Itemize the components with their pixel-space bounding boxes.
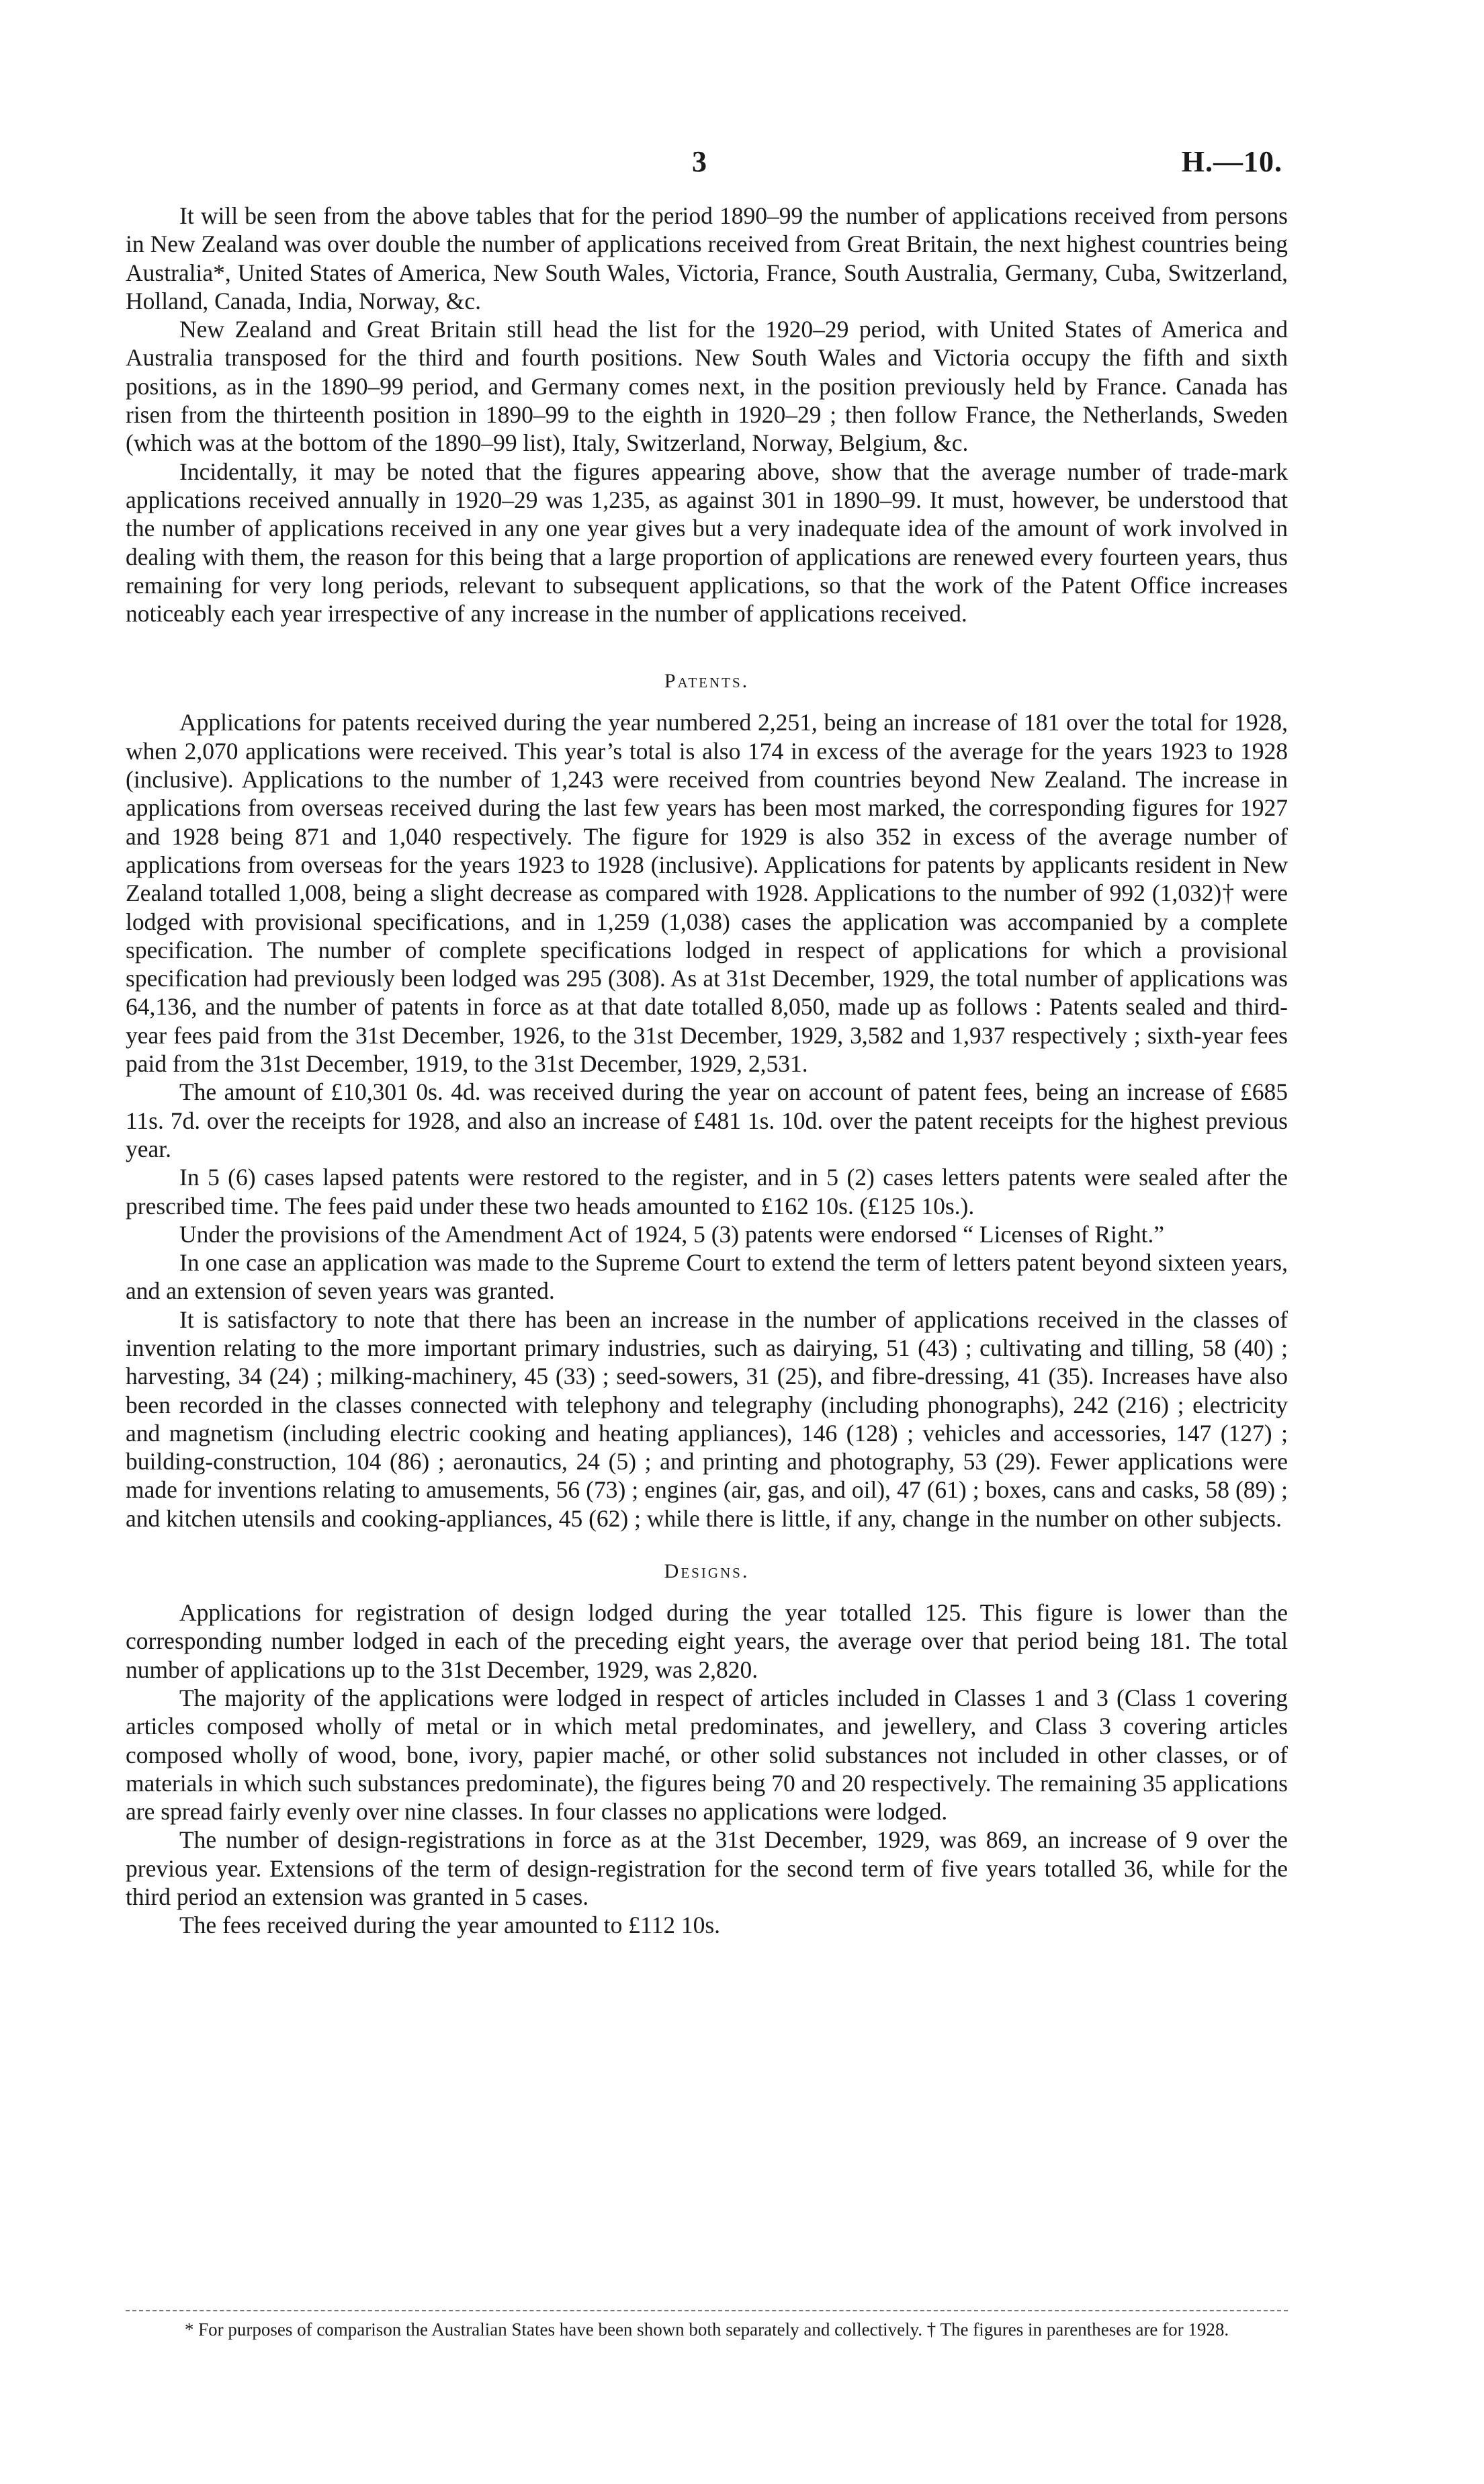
document-reference: H.—10.: [1181, 145, 1282, 178]
page-body: [126, 202, 1288, 1940]
body-paragraph: It is satisfactory to note that there has been an increase in the number of applications received in the classes of invention relating to the more important primary industries, such as dairying, 51 (43) ; cultivating and tilling, 58 (40) ; harvesting, 34 (24) ; milking-machinery, 45 (33) ; seed-sowers, 31 (25), and fibre-dressing, 41 (35). Increases have also been recorded in the classes connected with telephony and telegraphy (including phonographs), 242 (216) ; electricity and magnetism (including electric cooking and heating appliances), 146 (128) ; vehicles and accessories, 147 (127) ; building-construction, 104 (86) ; aeronautics, 24 (5) ; and printing and photography, 53 (29). Fewer applications were made for inventions relating to amusements, 56 (73) ; engines (air, gas, and oil), 47 (61) ; boxes, cans and casks, 58 (89) ; and kitchen utensils and cooking-appliances, 45 (62) ; while there is little, if any, change in the number on other subjects.: [126, 1305, 1288, 1532]
body-paragraph: In 5 (6) cases lapsed patents were restored to the register, and in 5 (2) cases letters patents were sealed after the prescribed time. The fees paid under these two heads amounted to £162 10s. (£125 10s.).: [126, 1164, 1288, 1219]
body-paragraph: The amount of £10,301 0s. 4d. was received during the year on account of patent fees, being an increase of £685 11s. 7d. over the receipts for 1928, and also an increase of £481 1s. 10d. over the patent receipts for the highest previous year.: [126, 1078, 1288, 1162]
page-number: 3: [692, 145, 707, 178]
section-heading-patents: Patents.: [664, 670, 750, 693]
body-paragraph: New Zealand and Great Britain still head the list for the 1920–29 period, with United States of America and Australia transposed for the third and fourth positions. New South Wales and Victoria occupy the fifth and sixth positions, as in the 1890–99 period, and Germany comes next, in the position previously held by France. Canada has risen from the thirteenth position in 1890–99 to the eighth in 1920–29 ; then follow France, the Netherlands, Sweden (which was at the bottom of the 1890–99 list), Italy, Switzerland, Norway, Belgium, &c.: [126, 316, 1288, 457]
body-paragraph: Incidentally, it may be noted that the figures appearing above, show that the average number of trade-mark applications received annually in 1920–29 was 1,235, as against 301 in 1890–99. It must, however, be understood that the number of applications received in any one year gives but a very inadequate idea of the amount of work involved in dealing with them, the reason for this being that a large proportion of applications are renewed every fourteen years, thus remaining for very long periods, relevant to subsequent applications, so that the work of the Patent Office increases noticeably each year irrespective of any increase in the number of applications received.: [126, 458, 1288, 628]
body-paragraph: In one case an application was made to the Supreme Court to extend the term of letters patent beyond sixteen years, and an extension of seven years was granted.: [126, 1249, 1288, 1305]
footnote: * For purposes of comparison the Australian States have been shown both separately and collectively. † The figures in parentheses are for 1928.: [184, 2319, 1229, 2340]
body-paragraph: Applications for patents received during the year numbered 2,251, being an increase of 181 over the total for 1928, when 2,070 applications were received. This year’s total is also 174 in excess of the average for the years 1923 to 1928 (inclusive). Applications to the number of 1,243 were received from countries beyond New Zealand. The increase in applications from overseas received during the last few years has been most marked, the corresponding figures for 1927 and 1928 being 871 and 1,040 respectively. The figure for 1929 is also 352 in excess of the average number of applications from overseas for the years 1923 to 1928 (inclusive). Applications for patents by applicants resident in New Zealand totalled 1,008, being a slight decrease as compared with 1928. Applications to the number of 992 (1,032)† were lodged with provisional specifications, and in 1,259 (1,038) cases the application was accompanied by a complete specification. The number of complete specifications lodged in respect of applications for which a provisional specification had previously been lodged was 295 (308). As at 31st December, 1929, the total number of applications was 64,136, and the number of patents in force as at that date totalled 8,050, made up as follows : Patents sealed and third-year fees paid from the 31st December, 1926, to the 31st December, 1929, 3,582 and 1,937 respectively ; sixth-year fees paid from the 31st December, 1919, to the 31st December, 1929, 2,531.: [126, 709, 1288, 1078]
body-paragraph: Under the provisions of the Amendment Act of 1924, 5 (3) patents were endorsed “ Licenses of Right.”: [179, 1220, 1164, 1248]
body-paragraph: The number of design-registrations in force as at the 31st December, 1929, was 869, an increase of 9 over the previous year. Extensions of the term of design-registration for the second term of five years totalled 36, while for the third period an extension was granted in 5 cases.: [126, 1826, 1288, 1911]
body-paragraph: The majority of the applications were lodged in respect of articles included in Classes 1 and 3 (Class 1 covering articles composed wholly of metal or in which metal predominates, and jewellery, and Class 3 covering articles composed wholly of wood, bone, ivory, papier maché, or other solid substances not included in other classes, or of materials in which such substances predominate), the figures being 70 and 20 respectively. The remaining 35 applications are spread fairly evenly over nine classes. In four classes no applications were lodged.: [126, 1684, 1288, 1826]
section-heading-designs: Designs.: [664, 1560, 750, 1583]
footnote-rule: [126, 2310, 1288, 2311]
page-header: [0, 144, 1484, 191]
body-paragraph: Applications for registration of design lodged during the year totalled 125. This figure is lower than the corresponding number lodged in each of the preceding eight years, the average over that period being 181. The total number of applications up to the 31st December, 1929, was 2,820.: [126, 1599, 1288, 1683]
body-paragraph: It will be seen from the above tables that for the period 1890–99 the number of applications received from persons in New Zealand was over double the number of applications received from Great Britain, the next highest countries being Australia*, United States of America, New South Wales, Victoria, France, South Australia, Germany, Cuba, Switzerland, Holland, Canada, India, Norway, &c.: [126, 202, 1288, 314]
body-paragraph: The fees received during the year amounted to £112 10s.: [179, 1912, 721, 1939]
